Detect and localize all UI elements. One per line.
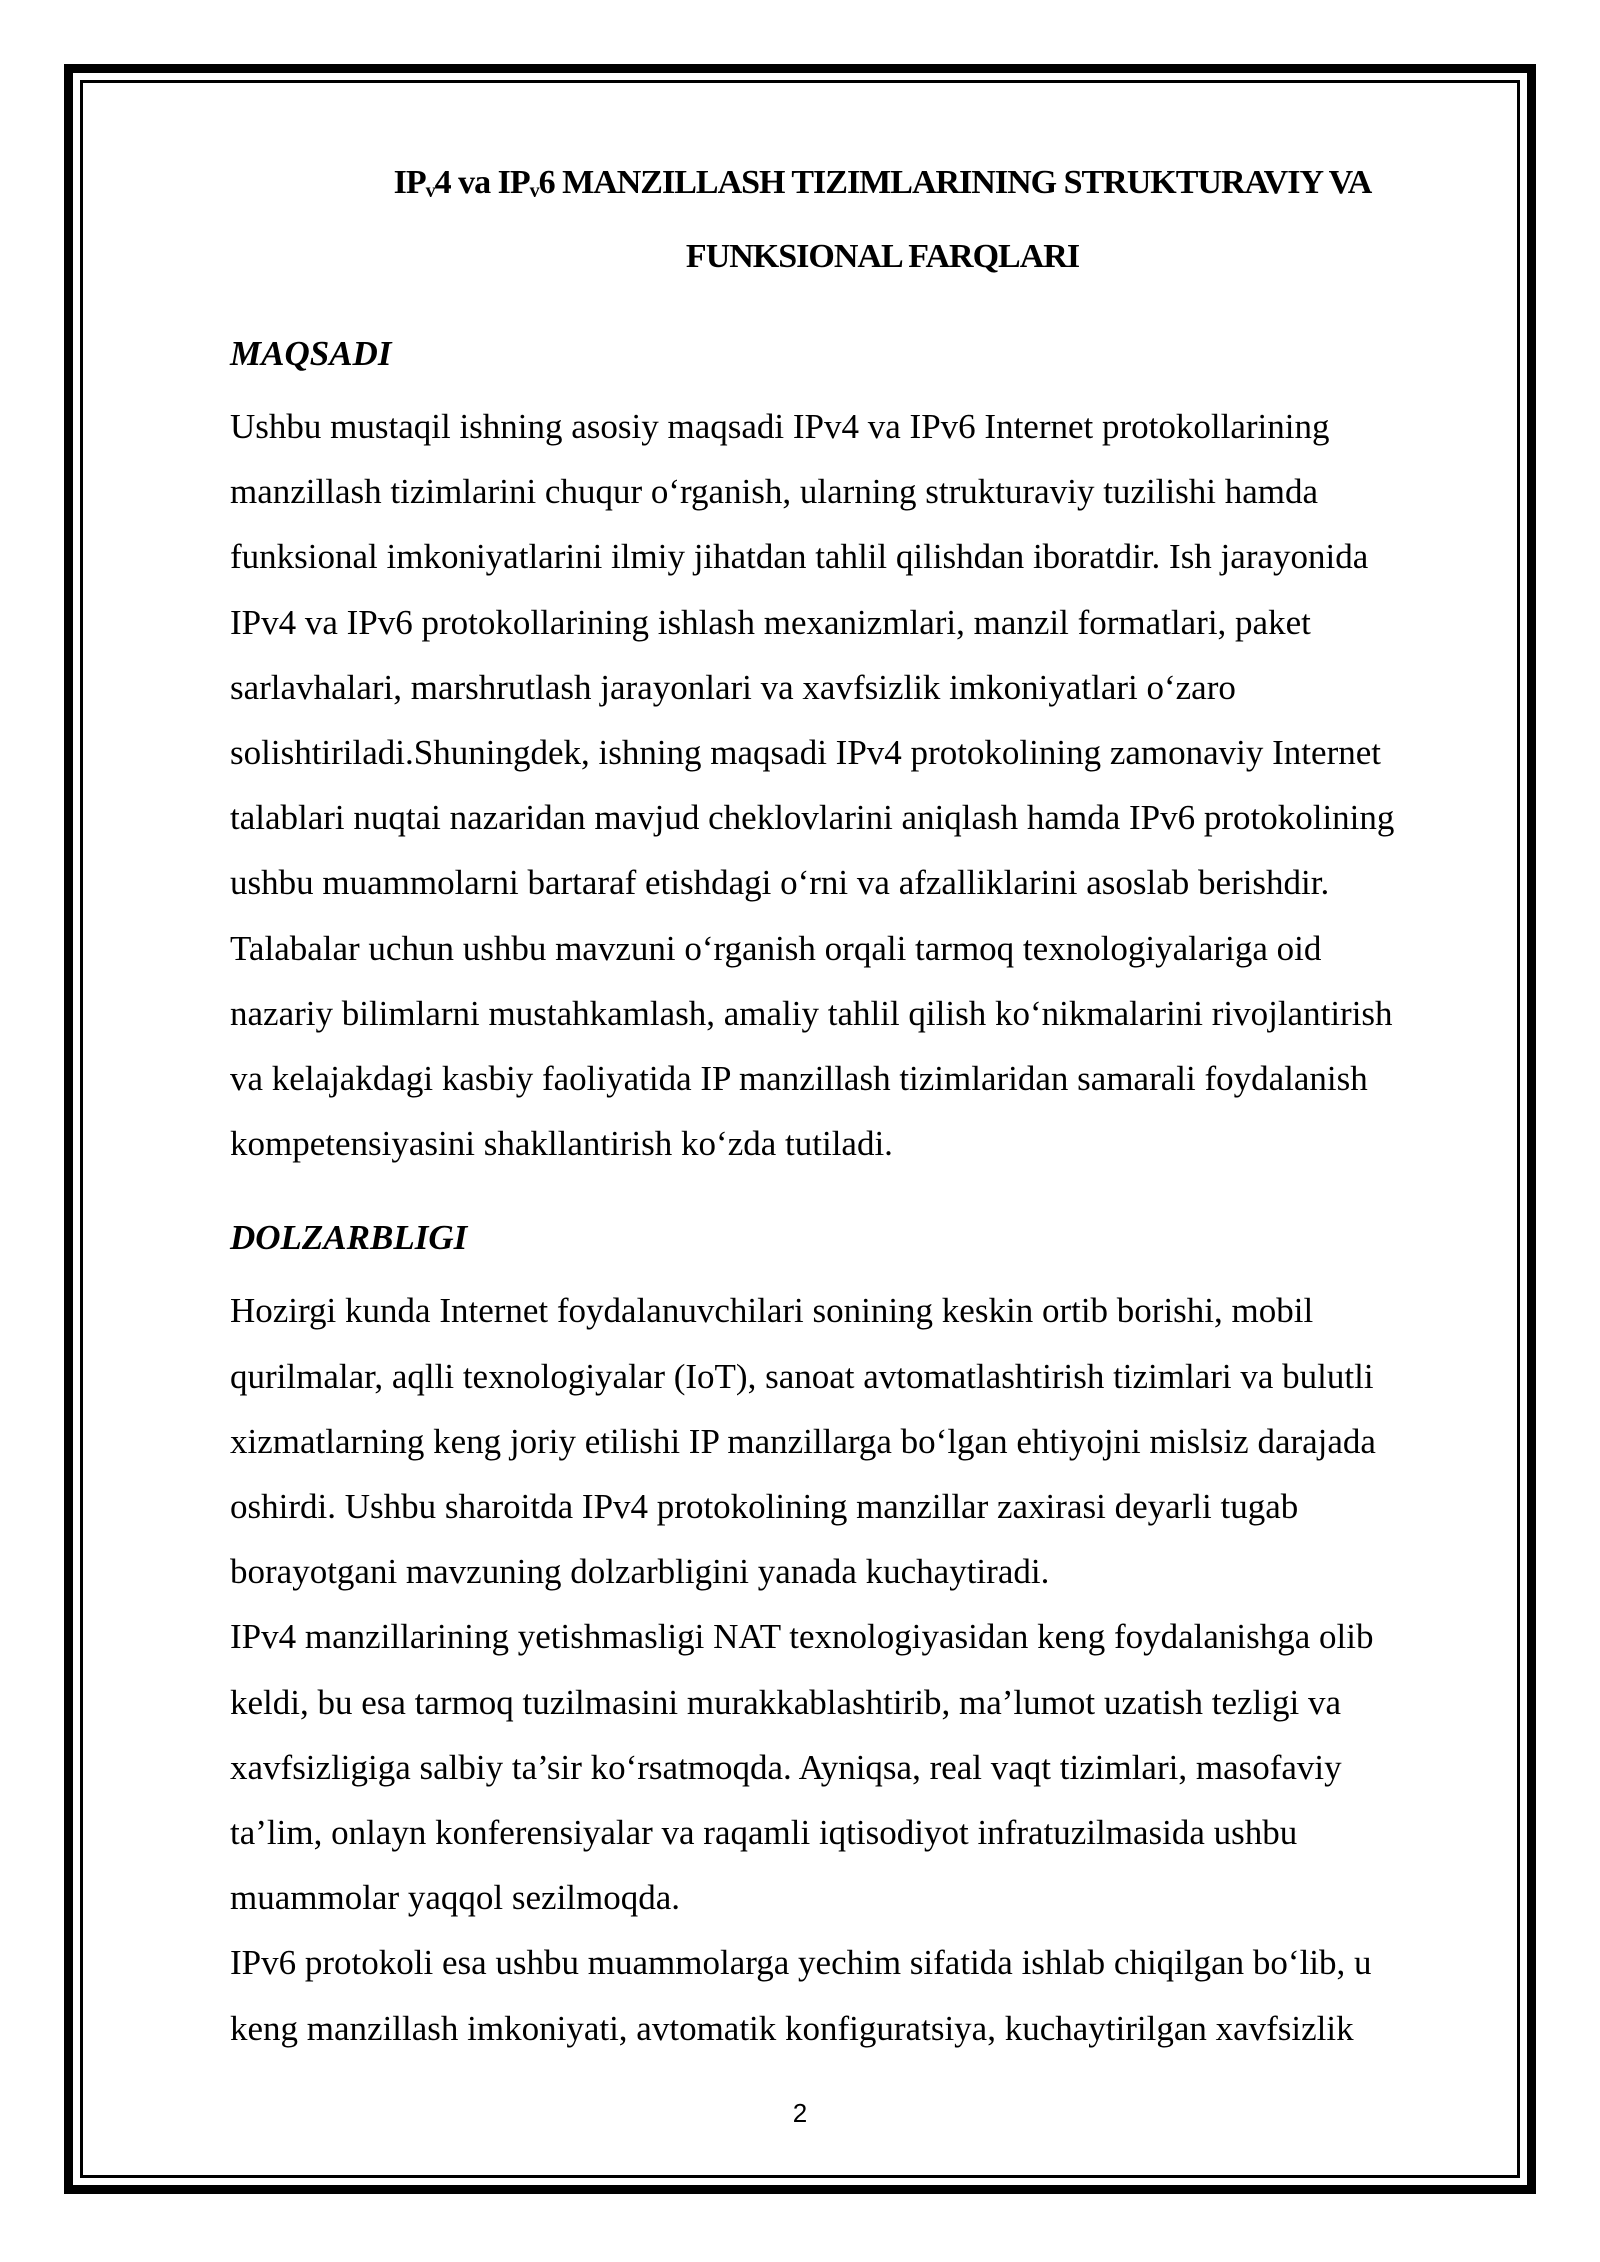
body-line: va kelajakdagi kasbiy faoliyatida IP manzillash tizimlaridan samarali foydalanish — [230, 1059, 1368, 1099]
body-line: xizmatlarning keng joriy etilishi IP manzillarga bo‘lgan ehtiyojni mislsiz darajada — [230, 1421, 1376, 1461]
section-body-dolzarbligi — [230, 1278, 1495, 2060]
title-subscript-1: v — [425, 180, 435, 202]
body-line: IPv4 manzillarining yetishmasligi NAT texnologiyasidan keng foydalanishga olib — [230, 1617, 1374, 1657]
title-subscript-2: v — [529, 180, 539, 202]
body-line: nazariy bilimlarni mustahkamlash, amaliy tahlil qilish ko‘nikmalarini rivojlantirish — [230, 993, 1393, 1033]
body-line: Talabalar uchun ushbu mavzuni o‘rganish orqali tarmoq texnologiyalariga oid — [230, 928, 1322, 968]
body-line: IPv6 protokoli esa ushbu muammolarga yechim sifatida ishlab chiqilgan bo‘lib, u — [230, 1943, 1372, 1983]
body-line: talablari nuqtai nazaridan mavjud cheklovlarini aniqlash hamda IPv6 protokolining — [230, 798, 1395, 838]
document-title — [270, 150, 1495, 290]
title-mid: 4 va IP — [434, 164, 530, 201]
body-line: IPv4 va IPv6 protokollarining ishlash mexanizmlari, manzil formatlari, paket — [230, 602, 1311, 642]
body-line: funksional imkoniyatlarini ilmiy jihatdan tahlil qilishdan iboratdir. Ish jarayonida — [230, 537, 1369, 577]
body-line: oshirdi. Ushbu sharoitda IPv4 protokolining manzillar zaxirasi deyarli tugab — [230, 1487, 1299, 1527]
body-line: muammolar yaqqol sezilmoqda. — [230, 1878, 681, 1918]
body-line: manzillash tizimlarini chuqur o‘rganish, ularning strukturaviy tuzilishi hamda — [230, 472, 1319, 512]
section-body-maqsadi — [230, 394, 1495, 1176]
body-line: sarlavhalari, marshrutlash jarayonlari va xavfsizlik imkoniyatlari o‘zaro — [230, 667, 1236, 707]
body-line: xavfsizligiga salbiy ta’sir ko‘rsatmoqda. Ayniqsa, real vaqt tizimlari, masofaviy — [230, 1747, 1342, 1787]
body-line: keldi, bu esa tarmoq tuzilmasini murakkablashtirib, ma’lumot uzatish tezligi va — [230, 1682, 1341, 1722]
section-heading-dolzarbligi: DOLZARBLIGI — [230, 1218, 468, 1258]
title-line-2: FUNKSIONAL FARQLARI — [685, 238, 1080, 275]
body-line: keng manzillash imkoniyati, avtomatik konfiguratsiya, kuchaytirilgan xavfsizlik — [230, 2008, 1354, 2048]
title-ip-1: IP — [393, 164, 426, 201]
body-line: borayotgani mavzuning dolzarbligini yanada kuchaytiradi. — [230, 1552, 1050, 1592]
page-content — [230, 150, 1495, 2061]
body-line: kompetensiyasini shakllantirish ko‘zda tutiladi. — [230, 1124, 893, 1164]
page-number: 2 — [792, 2098, 808, 2128]
title-rest: 6 MANZILLASH TIZIMLARINING STRUKTURAVIY VA — [538, 164, 1372, 201]
title-line-1 — [270, 150, 1495, 224]
body-line: Hozirgi kunda Internet foydalanuvchilari sonining keskin ortib borishi, mobil — [230, 1291, 1314, 1331]
body-line: ushbu muammolarni bartaraf etishdagi o‘rni va afzalliklarini asoslab berishdir. — [230, 863, 1330, 903]
body-line: ta’lim, onlayn konferensiyalar va raqamli iqtisodiyot infratuzilmasida ushbu — [230, 1813, 1298, 1853]
section-heading-maqsadi: MAQSADI — [230, 334, 392, 373]
body-line: qurilmalar, aqlli texnologiyalar (IoT), sanoat avtomatlashtirish tizimlari va bulutli — [230, 1356, 1374, 1396]
body-line: Ushbu mustaqil ishning asosiy maqsadi IPv4 va IPv6 Internet protokollarining — [230, 407, 1330, 446]
body-line: solishtiriladi.Shuningdek, ishning maqsadi IPv4 protokolining zamonaviy Internet — [230, 733, 1381, 773]
